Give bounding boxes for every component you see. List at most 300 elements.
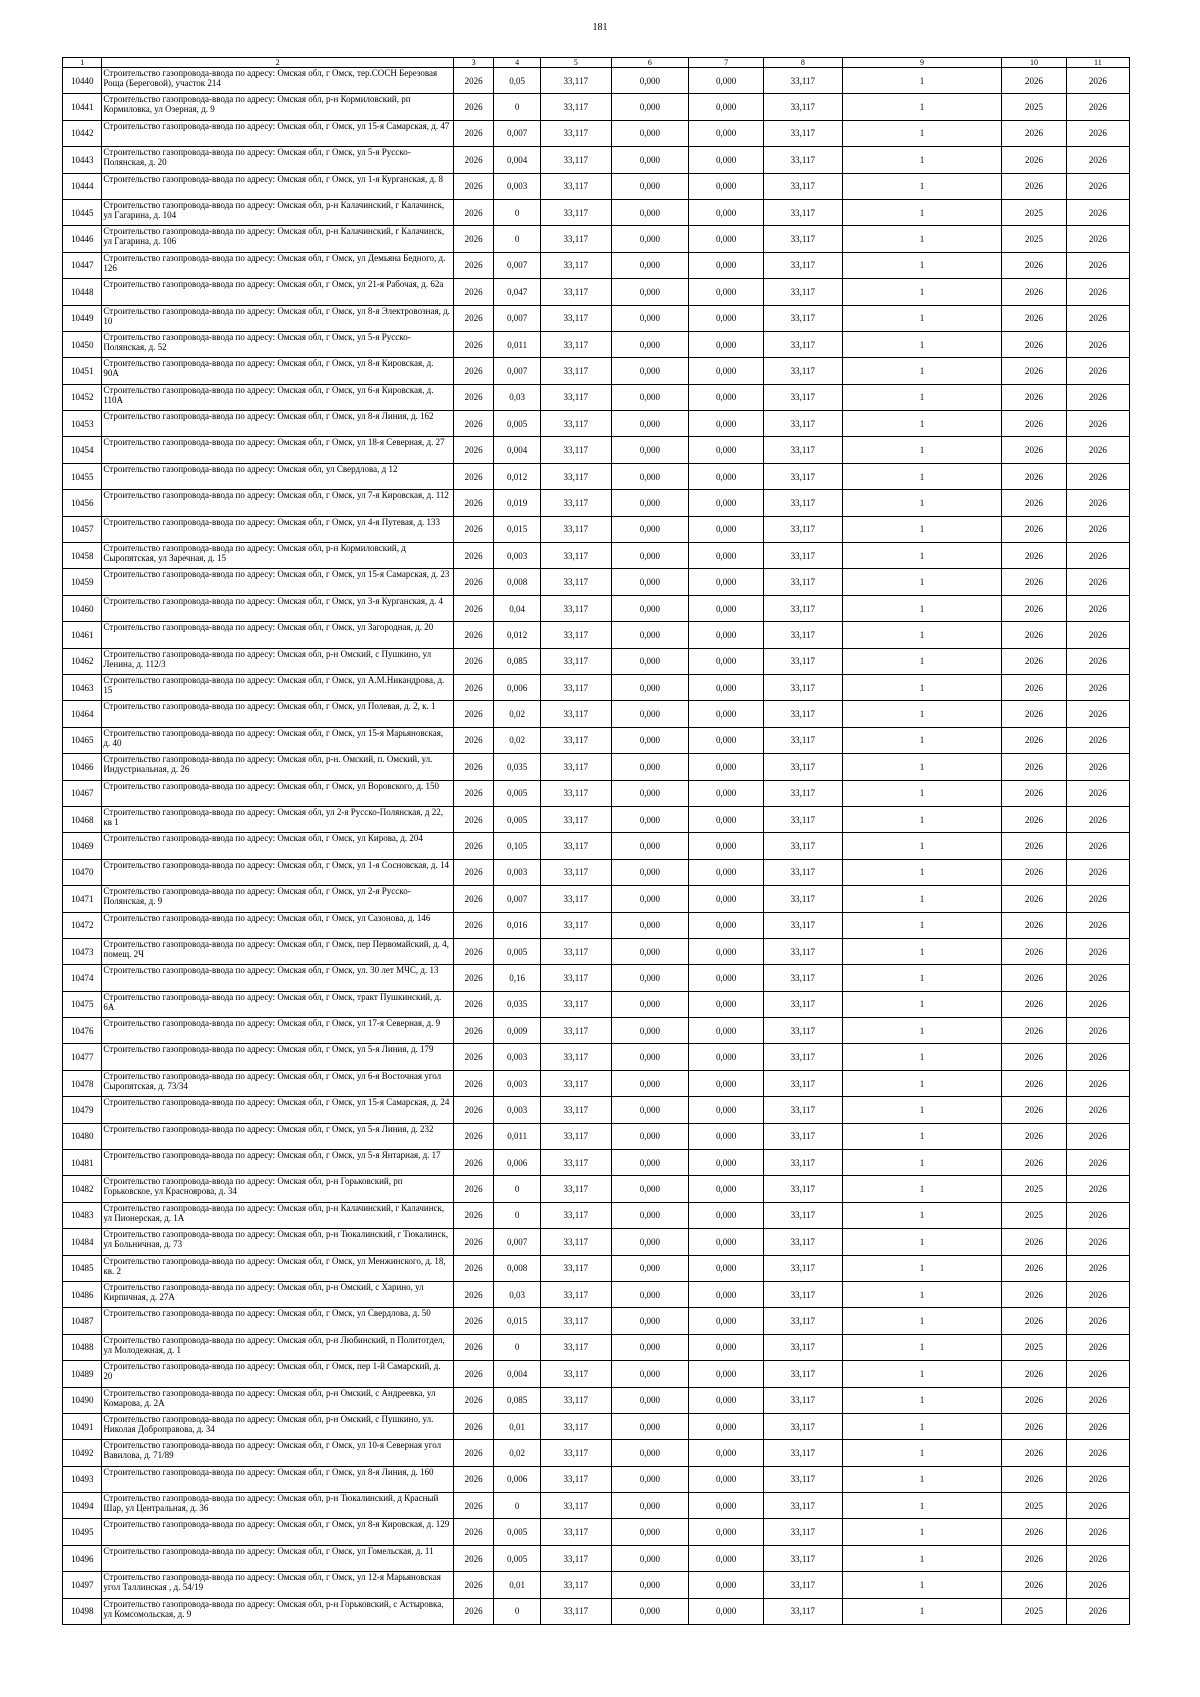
- cost-total-cell: 33,117: [541, 411, 612, 437]
- work-description-cell: Строительство газопровода-ввода по адресу: Омская обл, г Омск, ул Кирова, д. 204: [102, 833, 454, 859]
- end-year-cell: 2026: [1066, 279, 1129, 305]
- year-cell: 2026: [453, 305, 493, 331]
- length-km-cell: 0,003: [494, 1070, 541, 1096]
- cost-total-cell: 33,117: [541, 463, 612, 489]
- end-year-cell: 2026: [1066, 1123, 1129, 1149]
- cost-b-cell: 0,000: [689, 437, 764, 463]
- work-description-cell: Строительство газопровода-ввода по адресу: Омская обл, г Омск, ул. 30 лет МЧС, д. 13: [102, 965, 454, 991]
- cost-b-cell: 0,000: [689, 384, 764, 410]
- end-year-cell: 2026: [1066, 569, 1129, 595]
- work-description-cell: Строительство газопровода-ввода по адресу: Омская обл, ул Свердлова, д 12: [102, 463, 454, 489]
- cost-b-cell: 0,000: [689, 173, 764, 199]
- table-row: [63, 279, 1130, 305]
- length-km-cell: 0,007: [494, 886, 541, 912]
- column-header-11: 11: [1066, 58, 1129, 68]
- year-cell: 2026: [453, 173, 493, 199]
- cost-net-cell: 33,117: [763, 1413, 842, 1439]
- cost-b-cell: 0,000: [689, 490, 764, 516]
- table-row: [63, 358, 1130, 384]
- row-number-cell: 10448: [63, 279, 102, 305]
- table-row: [63, 1070, 1130, 1096]
- quantity-cell: 1: [842, 1202, 1002, 1228]
- work-description-cell: Строительство газопровода-ввода по адресу: Омская обл, р-н Любинский, п Политотдел, ул Молодежная, д. 1: [102, 1334, 454, 1360]
- year-cell: 2026: [453, 622, 493, 648]
- quantity-cell: 1: [842, 490, 1002, 516]
- row-number-cell: 10493: [63, 1466, 102, 1492]
- table-row: [63, 490, 1130, 516]
- length-km-cell: 0: [494, 1334, 541, 1360]
- cost-total-cell: 33,117: [541, 1519, 612, 1545]
- cost-a-cell: 0,000: [611, 701, 689, 727]
- start-year-cell: 2026: [1002, 1387, 1066, 1413]
- start-year-cell: 2026: [1002, 1097, 1066, 1123]
- year-cell: 2026: [453, 1545, 493, 1571]
- work-description-cell: Строительство газопровода-ввода по адресу: Омская обл, р-н Омский, с Андреевка, ул Комарова, д. 2А: [102, 1387, 454, 1413]
- quantity-cell: 1: [842, 147, 1002, 173]
- quantity-cell: 1: [842, 226, 1002, 252]
- cost-net-cell: 33,117: [763, 147, 842, 173]
- end-year-cell: 2026: [1066, 226, 1129, 252]
- quantity-cell: 1: [842, 1018, 1002, 1044]
- table-row: [63, 991, 1130, 1017]
- work-description-cell: Строительство газопровода-ввода по адресу: Омская обл, г Омск, ул 8-я Линия, д. 160: [102, 1466, 454, 1492]
- cost-a-cell: 0,000: [611, 1598, 689, 1624]
- cost-net-cell: 33,117: [763, 1044, 842, 1070]
- length-km-cell: 0,105: [494, 833, 541, 859]
- start-year-cell: 2026: [1002, 1229, 1066, 1255]
- cost-b-cell: 0,000: [689, 965, 764, 991]
- row-number-cell: 10470: [63, 859, 102, 885]
- start-year-cell: 2026: [1002, 622, 1066, 648]
- quantity-cell: 1: [842, 674, 1002, 700]
- quantity-cell: 1: [842, 331, 1002, 357]
- quantity-cell: 1: [842, 252, 1002, 278]
- end-year-cell: 2026: [1066, 833, 1129, 859]
- cost-a-cell: 0,000: [611, 1361, 689, 1387]
- cost-b-cell: 0,000: [689, 516, 764, 542]
- end-year-cell: 2026: [1066, 437, 1129, 463]
- quantity-cell: 1: [842, 1572, 1002, 1598]
- start-year-cell: 2026: [1002, 1255, 1066, 1281]
- cost-net-cell: 33,117: [763, 1176, 842, 1202]
- cost-a-cell: 0,000: [611, 1440, 689, 1466]
- start-year-cell: 2025: [1002, 199, 1066, 225]
- row-number-cell: 10466: [63, 754, 102, 780]
- cost-total-cell: 33,117: [541, 226, 612, 252]
- end-year-cell: 2026: [1066, 331, 1129, 357]
- row-number-cell: 10481: [63, 1150, 102, 1176]
- column-header-4: 4: [494, 58, 541, 68]
- column-header-7: 7: [689, 58, 764, 68]
- start-year-cell: 2025: [1002, 1493, 1066, 1519]
- length-km-cell: 0,035: [494, 754, 541, 780]
- year-cell: 2026: [453, 516, 493, 542]
- cost-total-cell: 33,117: [541, 1466, 612, 1492]
- start-year-cell: 2026: [1002, 595, 1066, 621]
- row-number-cell: 10453: [63, 411, 102, 437]
- cost-b-cell: 0,000: [689, 1387, 764, 1413]
- start-year-cell: 2026: [1002, 1018, 1066, 1044]
- cost-a-cell: 0,000: [611, 912, 689, 938]
- cost-net-cell: 33,117: [763, 780, 842, 806]
- year-cell: 2026: [453, 1572, 493, 1598]
- end-year-cell: 2026: [1066, 1572, 1129, 1598]
- table-row: [63, 1387, 1130, 1413]
- quantity-cell: 1: [842, 516, 1002, 542]
- end-year-cell: 2026: [1066, 754, 1129, 780]
- cost-a-cell: 0,000: [611, 1545, 689, 1571]
- end-year-cell: 2026: [1066, 1070, 1129, 1096]
- cost-b-cell: 0,000: [689, 358, 764, 384]
- cost-a-cell: 0,000: [611, 780, 689, 806]
- year-cell: 2026: [453, 938, 493, 964]
- quantity-cell: 1: [842, 305, 1002, 331]
- cost-b-cell: 0,000: [689, 833, 764, 859]
- length-km-cell: 0,03: [494, 384, 541, 410]
- year-cell: 2026: [453, 1202, 493, 1228]
- cost-b-cell: 0,000: [689, 991, 764, 1017]
- start-year-cell: 2026: [1002, 490, 1066, 516]
- start-year-cell: 2026: [1002, 1440, 1066, 1466]
- length-km-cell: 0,005: [494, 1545, 541, 1571]
- work-description-cell: Строительство газопровода-ввода по адресу: Омская обл, г Омск, ул Воровского, д. 150: [102, 780, 454, 806]
- cost-a-cell: 0,000: [611, 120, 689, 146]
- cost-net-cell: 33,117: [763, 173, 842, 199]
- cost-total-cell: 33,117: [541, 938, 612, 964]
- end-year-cell: 2026: [1066, 358, 1129, 384]
- start-year-cell: 2026: [1002, 701, 1066, 727]
- table-row: [63, 1308, 1130, 1334]
- row-number-cell: 10488: [63, 1334, 102, 1360]
- cost-b-cell: 0,000: [689, 1545, 764, 1571]
- work-description-cell: Строительство газопровода-ввода по адресу: Омская обл, г Омск, ул 3-я Курганская, д. 4: [102, 595, 454, 621]
- column-header-3: 3: [453, 58, 493, 68]
- end-year-cell: 2026: [1066, 1308, 1129, 1334]
- cost-net-cell: 33,117: [763, 252, 842, 278]
- column-header-2: 2: [102, 58, 454, 68]
- table-row: [63, 727, 1130, 753]
- table-row: [63, 1018, 1130, 1044]
- year-cell: 2026: [453, 1229, 493, 1255]
- cost-total-cell: 33,117: [541, 754, 612, 780]
- quantity-cell: 1: [842, 463, 1002, 489]
- year-cell: 2026: [453, 754, 493, 780]
- cost-b-cell: 0,000: [689, 1308, 764, 1334]
- table-row: [63, 1466, 1130, 1492]
- length-km-cell: 0,007: [494, 252, 541, 278]
- cost-a-cell: 0,000: [611, 358, 689, 384]
- end-year-cell: 2026: [1066, 859, 1129, 885]
- row-number-cell: 10496: [63, 1545, 102, 1571]
- table-row: [63, 701, 1130, 727]
- length-km-cell: 0,015: [494, 1308, 541, 1334]
- cost-total-cell: 33,117: [541, 833, 612, 859]
- table-row: [63, 305, 1130, 331]
- length-km-cell: 0,012: [494, 463, 541, 489]
- column-header-8: 8: [763, 58, 842, 68]
- work-description-cell: Строительство газопровода-ввода по адресу: Омская обл, р-н Омский, с Харино, ул Кирпичная, д. 27А: [102, 1281, 454, 1307]
- table-row: [63, 1229, 1130, 1255]
- end-year-cell: 2026: [1066, 120, 1129, 146]
- start-year-cell: 2026: [1002, 331, 1066, 357]
- year-cell: 2026: [453, 1519, 493, 1545]
- cost-a-cell: 0,000: [611, 1308, 689, 1334]
- start-year-cell: 2026: [1002, 754, 1066, 780]
- work-description-cell: Строительство газопровода-ввода по адресу: Омская обл, г Омск, ул 8-я Кировская, д. 90А: [102, 358, 454, 384]
- cost-net-cell: 33,117: [763, 1070, 842, 1096]
- start-year-cell: 2026: [1002, 886, 1066, 912]
- end-year-cell: 2026: [1066, 1387, 1129, 1413]
- quantity-cell: 1: [842, 1255, 1002, 1281]
- table-row: [63, 1334, 1130, 1360]
- cost-b-cell: 0,000: [689, 305, 764, 331]
- cost-net-cell: 33,117: [763, 859, 842, 885]
- cost-a-cell: 0,000: [611, 411, 689, 437]
- work-description-cell: Строительство газопровода-ввода по адресу: Омская обл, г Омск, ул 5-я Янтарная, д. 17: [102, 1150, 454, 1176]
- investment-table: [62, 57, 1130, 1625]
- cost-total-cell: 33,117: [541, 674, 612, 700]
- work-description-cell: Строительство газопровода-ввода по адресу: Омская обл, р-н Омский, с Пушкино, ул Ленина, д. 112/3: [102, 648, 454, 674]
- end-year-cell: 2026: [1066, 991, 1129, 1017]
- cost-a-cell: 0,000: [611, 938, 689, 964]
- end-year-cell: 2026: [1066, 648, 1129, 674]
- work-description-cell: Строительство газопровода-ввода по адресу: Омская обл, г Омск, пер Первомайский, д. 4, помещ. 2Ч: [102, 938, 454, 964]
- start-year-cell: 2026: [1002, 516, 1066, 542]
- end-year-cell: 2026: [1066, 806, 1129, 832]
- cost-a-cell: 0,000: [611, 1281, 689, 1307]
- quantity-cell: 1: [842, 622, 1002, 648]
- year-cell: 2026: [453, 674, 493, 700]
- year-cell: 2026: [453, 490, 493, 516]
- row-number-cell: 10487: [63, 1308, 102, 1334]
- length-km-cell: 0,012: [494, 622, 541, 648]
- row-number-cell: 10467: [63, 780, 102, 806]
- year-cell: 2026: [453, 859, 493, 885]
- row-number-cell: 10491: [63, 1413, 102, 1439]
- year-cell: 2026: [453, 1308, 493, 1334]
- cost-b-cell: 0,000: [689, 886, 764, 912]
- length-km-cell: 0,009: [494, 1018, 541, 1044]
- cost-b-cell: 0,000: [689, 1519, 764, 1545]
- end-year-cell: 2026: [1066, 886, 1129, 912]
- cost-a-cell: 0,000: [611, 437, 689, 463]
- quantity-cell: 1: [842, 279, 1002, 305]
- work-description-cell: Строительство газопровода-ввода по адресу: Омская обл, р-н Калачинский, г Калачинск, ул Гагарина, д. 106: [102, 226, 454, 252]
- cost-b-cell: 0,000: [689, 1466, 764, 1492]
- cost-a-cell: 0,000: [611, 833, 689, 859]
- cost-b-cell: 0,000: [689, 463, 764, 489]
- cost-net-cell: 33,117: [763, 701, 842, 727]
- table-row: [63, 516, 1130, 542]
- start-year-cell: 2026: [1002, 305, 1066, 331]
- quantity-cell: 1: [842, 199, 1002, 225]
- end-year-cell: 2026: [1066, 94, 1129, 120]
- cost-total-cell: 33,117: [541, 1255, 612, 1281]
- table-row: [63, 1044, 1130, 1070]
- cost-total-cell: 33,117: [541, 1176, 612, 1202]
- year-cell: 2026: [453, 1413, 493, 1439]
- quantity-cell: 1: [842, 1150, 1002, 1176]
- cost-b-cell: 0,000: [689, 252, 764, 278]
- row-number-cell: 10450: [63, 331, 102, 357]
- start-year-cell: 2026: [1002, 991, 1066, 1017]
- year-cell: 2026: [453, 1361, 493, 1387]
- table-row: [63, 543, 1130, 569]
- start-year-cell: 2026: [1002, 543, 1066, 569]
- cost-b-cell: 0,000: [689, 199, 764, 225]
- cost-net-cell: 33,117: [763, 1229, 842, 1255]
- end-year-cell: 2026: [1066, 252, 1129, 278]
- cost-net-cell: 33,117: [763, 648, 842, 674]
- cost-net-cell: 33,117: [763, 1545, 842, 1571]
- cost-a-cell: 0,000: [611, 886, 689, 912]
- start-year-cell: 2025: [1002, 94, 1066, 120]
- length-km-cell: 0,003: [494, 859, 541, 885]
- year-cell: 2026: [453, 1070, 493, 1096]
- year-cell: 2026: [453, 199, 493, 225]
- cost-total-cell: 33,117: [541, 859, 612, 885]
- cost-b-cell: 0,000: [689, 674, 764, 700]
- start-year-cell: 2026: [1002, 173, 1066, 199]
- quantity-cell: 1: [842, 780, 1002, 806]
- work-description-cell: Строительство газопровода-ввода по адресу: Омская обл, ул 2-я Русско-Полянская, д 22, кв 1: [102, 806, 454, 832]
- table-row: [63, 754, 1130, 780]
- start-year-cell: 2026: [1002, 1361, 1066, 1387]
- end-year-cell: 2026: [1066, 1545, 1129, 1571]
- cost-total-cell: 33,117: [541, 1572, 612, 1598]
- length-km-cell: 0,003: [494, 1097, 541, 1123]
- cost-total-cell: 33,117: [541, 279, 612, 305]
- year-cell: 2026: [453, 1123, 493, 1149]
- row-number-cell: 10475: [63, 991, 102, 1017]
- cost-total-cell: 33,117: [541, 1281, 612, 1307]
- row-number-cell: 10489: [63, 1361, 102, 1387]
- end-year-cell: 2026: [1066, 1361, 1129, 1387]
- length-km-cell: 0,008: [494, 1255, 541, 1281]
- table-row: [63, 1572, 1130, 1598]
- quantity-cell: 1: [842, 1493, 1002, 1519]
- header-row: [63, 58, 1130, 68]
- quantity-cell: 1: [842, 384, 1002, 410]
- table-row: [63, 622, 1130, 648]
- length-km-cell: 0,005: [494, 806, 541, 832]
- work-description-cell: Строительство газопровода-ввода по адресу: Омская обл, г Омск, ул 5-я Линия, д. 179: [102, 1044, 454, 1070]
- cost-a-cell: 0,000: [611, 569, 689, 595]
- end-year-cell: 2026: [1066, 727, 1129, 753]
- cost-net-cell: 33,117: [763, 1018, 842, 1044]
- table-row: [63, 384, 1130, 410]
- cost-a-cell: 0,000: [611, 331, 689, 357]
- cost-net-cell: 33,117: [763, 886, 842, 912]
- cost-b-cell: 0,000: [689, 1281, 764, 1307]
- work-description-cell: Строительство газопровода-ввода по адресу: Омская обл, г Омск, ул 17-я Северная, д. 9: [102, 1018, 454, 1044]
- end-year-cell: 2026: [1066, 516, 1129, 542]
- length-km-cell: 0: [494, 1176, 541, 1202]
- quantity-cell: 1: [842, 1545, 1002, 1571]
- cost-a-cell: 0,000: [611, 648, 689, 674]
- length-km-cell: 0,085: [494, 1387, 541, 1413]
- quantity-cell: 1: [842, 1308, 1002, 1334]
- cost-net-cell: 33,117: [763, 1308, 842, 1334]
- cost-net-cell: 33,117: [763, 622, 842, 648]
- cost-total-cell: 33,117: [541, 1150, 612, 1176]
- cost-net-cell: 33,117: [763, 226, 842, 252]
- quantity-cell: 1: [842, 965, 1002, 991]
- cost-net-cell: 33,117: [763, 1202, 842, 1228]
- cost-a-cell: 0,000: [611, 252, 689, 278]
- length-km-cell: 0,02: [494, 727, 541, 753]
- quantity-cell: 1: [842, 1123, 1002, 1149]
- end-year-cell: 2026: [1066, 384, 1129, 410]
- table-row: [63, 780, 1130, 806]
- end-year-cell: 2026: [1066, 1150, 1129, 1176]
- cost-b-cell: 0,000: [689, 727, 764, 753]
- cost-total-cell: 33,117: [541, 1018, 612, 1044]
- year-cell: 2026: [453, 833, 493, 859]
- cost-a-cell: 0,000: [611, 516, 689, 542]
- length-km-cell: 0,02: [494, 1440, 541, 1466]
- cost-total-cell: 33,117: [541, 147, 612, 173]
- year-cell: 2026: [453, 1493, 493, 1519]
- quantity-cell: 1: [842, 1281, 1002, 1307]
- year-cell: 2026: [453, 411, 493, 437]
- cost-total-cell: 33,117: [541, 1097, 612, 1123]
- quantity-cell: 1: [842, 912, 1002, 938]
- work-description-cell: Строительство газопровода-ввода по адресу: Омская обл, р-н Калачинский, г Калачинск, ул Пионерская, д. 1А: [102, 1202, 454, 1228]
- year-cell: 2026: [453, 1281, 493, 1307]
- table-row: [63, 1519, 1130, 1545]
- quantity-cell: 1: [842, 595, 1002, 621]
- row-number-cell: 10478: [63, 1070, 102, 1096]
- cost-a-cell: 0,000: [611, 859, 689, 885]
- year-cell: 2026: [453, 886, 493, 912]
- table-row: [63, 1123, 1130, 1149]
- length-km-cell: 0,035: [494, 991, 541, 1017]
- work-description-cell: Строительство газопровода-ввода по адресу: Омская обл, г Омск, ул 15-я Самарская, д. 47: [102, 120, 454, 146]
- end-year-cell: 2026: [1066, 199, 1129, 225]
- end-year-cell: 2026: [1066, 1202, 1129, 1228]
- cost-a-cell: 0,000: [611, 199, 689, 225]
- cost-total-cell: 33,117: [541, 1070, 612, 1096]
- length-km-cell: 0,008: [494, 569, 541, 595]
- cost-net-cell: 33,117: [763, 674, 842, 700]
- length-km-cell: 0,004: [494, 147, 541, 173]
- year-cell: 2026: [453, 147, 493, 173]
- year-cell: 2026: [453, 1097, 493, 1123]
- quantity-cell: 1: [842, 754, 1002, 780]
- table-row: [63, 1281, 1130, 1307]
- start-year-cell: 2026: [1002, 648, 1066, 674]
- cost-total-cell: 33,117: [541, 1598, 612, 1624]
- year-cell: 2026: [453, 1387, 493, 1413]
- end-year-cell: 2026: [1066, 912, 1129, 938]
- start-year-cell: 2026: [1002, 727, 1066, 753]
- cost-total-cell: 33,117: [541, 1440, 612, 1466]
- end-year-cell: 2026: [1066, 622, 1129, 648]
- end-year-cell: 2026: [1066, 68, 1129, 94]
- cost-b-cell: 0,000: [689, 1413, 764, 1439]
- table-row: [63, 68, 1130, 94]
- start-year-cell: 2026: [1002, 965, 1066, 991]
- cost-a-cell: 0,000: [611, 1334, 689, 1360]
- length-km-cell: 0,04: [494, 595, 541, 621]
- cost-total-cell: 33,117: [541, 120, 612, 146]
- cost-net-cell: 33,117: [763, 1387, 842, 1413]
- row-number-cell: 10451: [63, 358, 102, 384]
- cost-total-cell: 33,117: [541, 991, 612, 1017]
- cost-b-cell: 0,000: [689, 94, 764, 120]
- work-description-cell: Строительство газопровода-ввода по адресу: Омская обл, г Омск, ул 18-я Северная, д. 27: [102, 437, 454, 463]
